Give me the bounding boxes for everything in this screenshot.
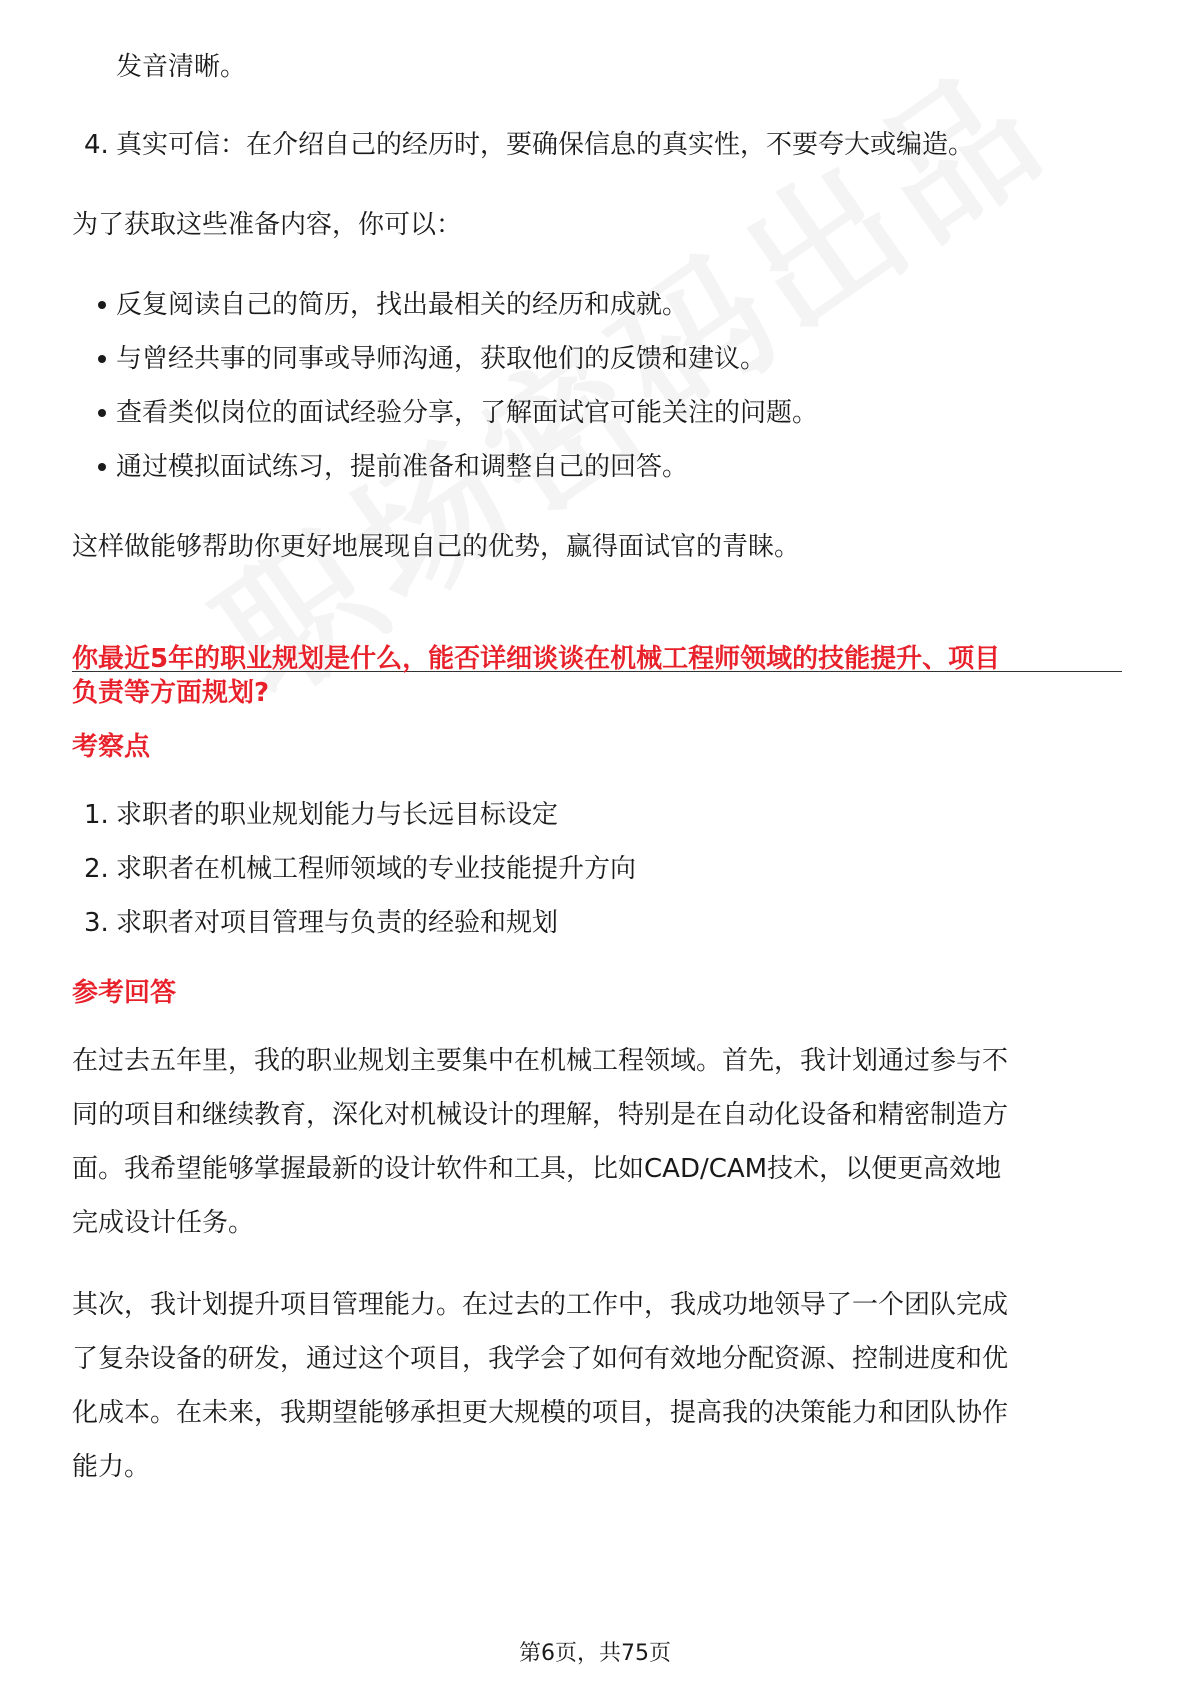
bullet-dot [98, 355, 106, 363]
bullet-item: 查看类似岗位的面试经验分享，了解面试官可能关注的问题。 [116, 398, 819, 428]
bullet-dot [98, 409, 106, 417]
bullet-item: 反复阅读自己的简历，找出最相关的经历和成就。 [116, 290, 689, 320]
question-line-1: 你最近5年的职业规划是什么，能否详细谈谈在机械工程师领域的技能提升、项目 [72, 644, 1001, 674]
bullet-dot [98, 301, 106, 309]
focus-item: 求职者在机械工程师领域的专业技能提升方向 [116, 854, 637, 884]
answer-p1-line: 在过去五年里，我的职业规划主要集中在机械工程领域。首先，我计划通过参与不 [72, 1046, 1009, 1076]
answer-heading: 参考回答 [72, 978, 177, 1008]
bullet-item: 通过模拟面试练习，提前准备和调整自己的回答。 [116, 452, 689, 482]
continued-text: 发音清晰。 [116, 52, 247, 82]
list-item-text: 真实可信：在介绍自己的经历时，要确保信息的真实性，不要夸大或编造。 [116, 130, 975, 160]
bullet-dot [98, 463, 106, 471]
answer-p2-line: 了复杂设备的研发，通过这个项目，我学会了如何有效地分配资源、控制进度和优 [72, 1344, 1009, 1374]
bullet-item: 与曾经共事的同事或导师沟通，获取他们的反馈和建议。 [116, 344, 767, 374]
answer-p2-line: 能力。 [72, 1452, 151, 1482]
focus-item: 求职者的职业规划能力与长远目标设定 [116, 800, 559, 830]
answer-p1-line: 完成设计任务。 [72, 1208, 255, 1238]
intro-text: 为了获取这些准备内容，你可以： [72, 210, 463, 240]
summary-text: 这样做能够帮助你更好地展现自己的优势，赢得面试官的青睐。 [72, 532, 801, 562]
focus-heading: 考察点 [72, 732, 151, 762]
answer-p2-line: 化成本。在未来，我期望能够承担更大规模的项目，提高我的决策能力和团队协作 [72, 1398, 1009, 1428]
answer-p1-line: 同的项目和继续教育，深化对机械设计的理解，特别是在自动化设备和精密制造方 [72, 1100, 1009, 1130]
page-footer: 第6页，共75页 [519, 1641, 671, 1666]
answer-p2-line: 其次，我计划提升项目管理能力。在过去的工作中，我成功地领导了一个团队完成 [72, 1290, 1009, 1320]
answer-p1-line: 面。我希望能够掌握最新的设计软件和工具，比如CAD/CAM技术，以便更高效地 [72, 1154, 1002, 1184]
focus-number: 3. [84, 908, 109, 938]
focus-number: 1. [84, 800, 109, 830]
question-line-2: 负责等方面规划? [72, 678, 270, 708]
focus-item: 求职者对项目管理与负责的经验和规划 [116, 908, 559, 938]
focus-number: 2. [84, 854, 109, 884]
list-number: 4. [84, 130, 109, 160]
